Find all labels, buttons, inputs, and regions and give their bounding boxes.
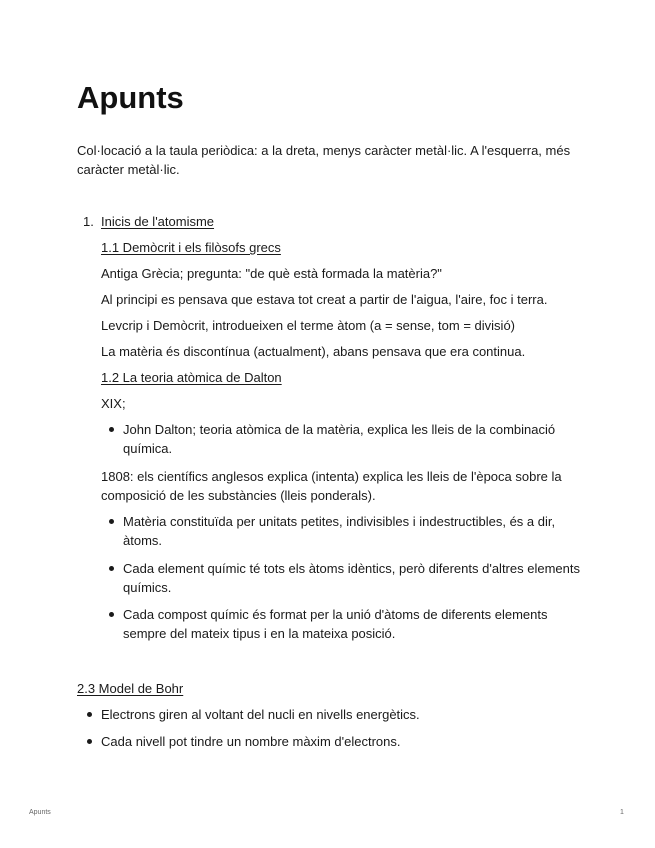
paragraph: Antiga Grècia; pregunta: "de què està formada la matèria?" (101, 266, 442, 281)
list-item: Cada nivell pot tindre un nombre màxim d'electrons. (101, 734, 401, 749)
century-label: XIX; (101, 396, 126, 411)
footer-page-number: 1 (620, 809, 624, 816)
paragraph: Levcrip i Demòcrit, introdueixen el terme àtom (a = sense, tom = divisió) (101, 318, 516, 333)
list-number: 1. (83, 214, 94, 229)
list-item: Matèria constituïda per unitats petites, indivisibles i indestructibles, és a dir, àtoms. (123, 514, 556, 548)
subsection-heading-democritus: 1.1 Demòcrit i els filòsofs grecs (101, 240, 281, 255)
list-item: Electrons giren al voltant del nucli en nivells energètics. (101, 707, 420, 722)
bullet-icon (109, 612, 114, 617)
list-item: Cada element químic té tots els àtoms idèntics, però diferents d'altres elements químics. (123, 561, 580, 595)
page-title: Apunts (77, 80, 184, 115)
section-heading-atomism: Inicis de l'atomisme (101, 214, 215, 229)
bullet-icon (87, 739, 92, 744)
bullet-icon (109, 427, 114, 432)
subsection-heading-dalton: 1.2 La teoria atòmica de Dalton (101, 370, 282, 385)
bullet-icon (109, 566, 114, 571)
footer-document-name: Apunts (29, 809, 51, 816)
section-heading-bohr: 2.3 Model de Bohr (77, 681, 184, 696)
bullet-icon (109, 519, 114, 524)
paragraph: La matèria és discontínua (actualment), abans pensava que era continua. (101, 344, 526, 359)
list-item: Cada compost químic és format per la unió d'àtoms de diferents elements sempre del mateix tipus i en la mateixa posició. (123, 607, 548, 641)
paragraph: 1808: els científics anglesos explica (intenta) explica les lleis de l'època sobre la composició de les substàncies (lleis ponderals). (101, 469, 562, 503)
list-item: John Dalton; teoria atòmica de la matèria, explica les lleis de la combinació química. (123, 422, 556, 456)
paragraph: Al principi es pensava que estava tot creat a partir de l'aigua, l'aire, foc i terra. (101, 292, 548, 307)
intro-paragraph: Col·locació a la taula periòdica: a la dreta, menys caràcter metàl·lic. A l'esquerra, més caràcter metàl·lic. (77, 143, 571, 177)
bullet-icon (87, 712, 92, 717)
